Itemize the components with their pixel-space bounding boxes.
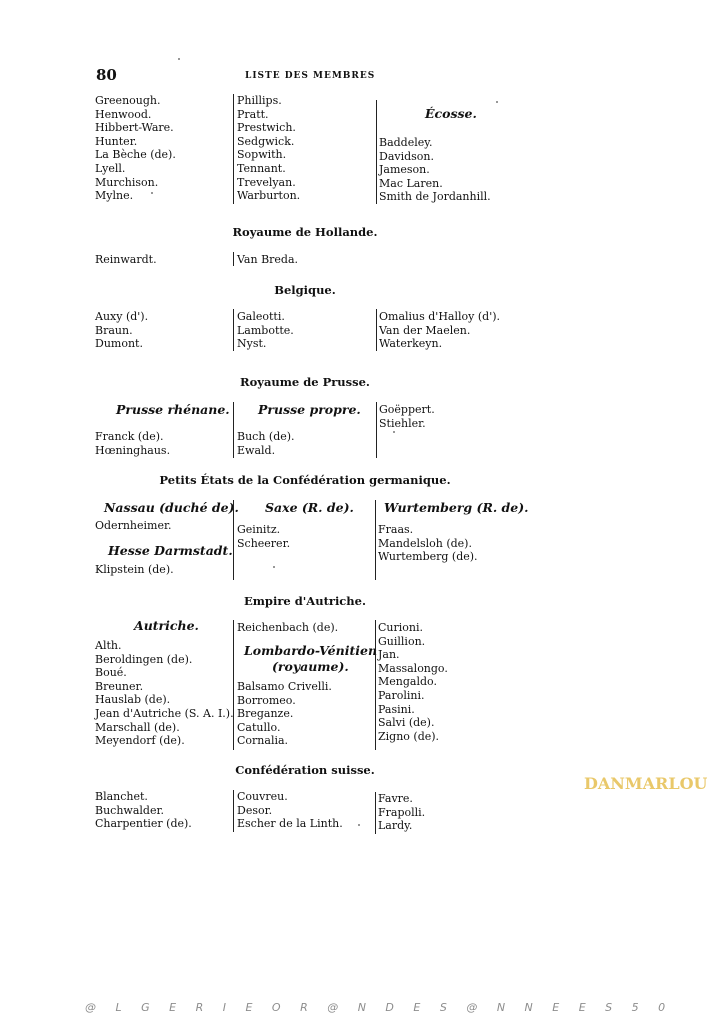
section-title-germanique: Petits États de la Confédération germanique.	[159, 473, 451, 487]
member-name: Davidson.	[379, 149, 434, 163]
suisse-col-3	[378, 792, 425, 833]
column-divider	[376, 309, 377, 351]
member-name: Curioni.	[378, 621, 423, 634]
member-name: Ewald.	[237, 443, 276, 457]
top-col-3	[379, 136, 491, 204]
member-name: Van der Maelen.	[379, 323, 471, 337]
member-name: Omalius d'Halloy (d').	[379, 310, 500, 323]
member-name: Breganze.	[237, 707, 294, 721]
member-name: Reichenbach (de).	[237, 621, 339, 634]
speck	[273, 566, 275, 568]
member-name: Catullo.	[237, 720, 281, 734]
prusse-rhenane-heading: Prusse rhénane.	[116, 402, 230, 417]
column-divider	[233, 500, 234, 580]
member-name: Smith de Jordanhill.	[379, 190, 491, 204]
autriche-heading: Autriche.	[134, 618, 199, 633]
member-name: Boué.	[95, 666, 127, 680]
member-name: Zigno (de).	[378, 729, 440, 743]
prusse-propre-heading: Prusse propre.	[258, 402, 361, 417]
member-name: Salvi (de).	[378, 716, 435, 730]
page-number: 80	[96, 66, 117, 84]
germanique-col-1b	[95, 563, 174, 577]
member-name: Franck (de).	[95, 430, 164, 443]
top-col-1	[95, 94, 176, 203]
member-name: Buchwalder.	[95, 803, 165, 817]
member-name: Henwood.	[95, 107, 152, 121]
member-name: Lardy.	[378, 819, 413, 833]
section-title-hollande: Royaume de Hollande.	[232, 225, 378, 239]
member-name: Sedgwick.	[237, 134, 295, 148]
member-name: Mengaldo.	[378, 675, 437, 689]
member-name: La Bèche (de).	[95, 148, 176, 162]
member-name: Jean d'Autriche (S. A. I.).	[95, 706, 234, 720]
speck	[393, 431, 395, 433]
germanique-col-1a	[95, 519, 172, 533]
member-name: Balsamo Crivelli.	[237, 680, 332, 693]
lombardo-heading: Lombardo-Vénitien	[244, 643, 378, 658]
member-name: Alth.	[95, 639, 122, 652]
member-name: Waterkeyn.	[379, 337, 443, 351]
member-name: Jan.	[378, 648, 400, 662]
member-name: Auxy (d').	[95, 310, 149, 323]
member-name: Jameson.	[379, 163, 430, 177]
member-name: Hunter.	[95, 134, 138, 148]
member-name: Frapolli.	[378, 805, 426, 819]
member-name: Lyell.	[95, 161, 126, 175]
section-title-belgique: Belgique.	[274, 283, 336, 297]
ecosse-heading: Écosse.	[425, 106, 477, 121]
member-name: Cornalia.	[237, 734, 289, 748]
speck	[178, 58, 180, 60]
hesse-heading: Hesse Darmstadt.	[108, 543, 233, 558]
section-title-suisse: Confédération suisse.	[235, 763, 375, 777]
member-name: Guillion.	[378, 634, 426, 648]
member-name: Favre.	[378, 792, 413, 805]
member-name: Greenough.	[95, 94, 161, 107]
nassau-heading: Nassau (duché de).	[104, 500, 239, 515]
hollande-col-2	[237, 253, 298, 267]
member-name: Charpentier (de).	[95, 817, 192, 831]
prusse-col-1	[95, 430, 170, 457]
top-col-2	[237, 94, 300, 203]
member-name: Warburton.	[237, 189, 301, 203]
member-name: Massalongo.	[378, 661, 448, 675]
speck	[358, 824, 360, 826]
belgique-col-1	[95, 310, 148, 351]
speck	[151, 192, 153, 194]
belgique-col-2	[237, 310, 294, 351]
member-name: Mandelsloh (de).	[378, 536, 472, 550]
section-title-autriche: Empire d'Autriche.	[244, 594, 366, 608]
member-name: Parolini.	[378, 688, 425, 702]
member-name: Tennant.	[237, 161, 286, 175]
column-divider	[233, 790, 234, 832]
member-name: Escher de la Linth.	[237, 817, 343, 831]
column-divider	[233, 309, 234, 351]
member-name: Buch (de).	[237, 430, 295, 443]
prusse-col-3	[379, 403, 435, 430]
autriche-col-1	[95, 639, 234, 748]
member-name: Reinwardt.	[95, 253, 157, 266]
member-name: Desor.	[237, 803, 273, 817]
member-name: Breuner.	[95, 679, 144, 693]
column-divider	[375, 620, 376, 750]
column-divider	[376, 100, 377, 204]
member-name: Goëppert.	[379, 403, 435, 416]
hollande-col-1	[95, 253, 157, 267]
member-name: Pratt.	[237, 107, 269, 121]
member-name: Hœninghaus.	[95, 443, 171, 457]
germanique-col-2	[237, 523, 290, 550]
section-title-prusse: Royaume de Prusse.	[240, 375, 370, 389]
germanique-col-3	[378, 523, 478, 564]
member-name: Braun.	[95, 323, 133, 337]
member-name: Dumont.	[95, 337, 143, 351]
member-name: Marschall (de).	[95, 720, 180, 734]
member-name: Meyendorf (de).	[95, 734, 185, 748]
belgique-col-3	[379, 310, 500, 351]
speck	[496, 101, 498, 103]
member-name: Wurtemberg (de).	[378, 550, 478, 564]
saxe-heading: Saxe (R. de).	[265, 500, 354, 515]
member-name: Baddeley.	[379, 136, 433, 149]
member-name: Van Breda.	[237, 253, 299, 266]
column-divider	[375, 500, 376, 580]
member-name: Galeotti.	[237, 310, 285, 323]
autriche-col-2b	[237, 680, 332, 748]
column-divider	[233, 620, 234, 750]
member-name: Borromeo.	[237, 693, 296, 707]
member-name: Sopwith.	[237, 148, 287, 162]
member-name: Trevelyan.	[237, 175, 296, 189]
column-divider	[375, 792, 376, 834]
member-name: Mylne.	[95, 189, 134, 203]
member-name: Pasini.	[378, 702, 415, 716]
column-divider	[376, 402, 377, 458]
member-name: Geinitz.	[237, 523, 281, 536]
watermark-vertical: DANMARLOU	[584, 774, 707, 793]
member-name: Scheerer.	[237, 536, 291, 550]
royaume-subheading: (royaume).	[272, 659, 349, 674]
member-name: Nyst.	[237, 337, 267, 351]
member-name: Mac Laren.	[379, 176, 443, 190]
member-name: Stiehler.	[379, 416, 426, 430]
member-name: Odernheimer.	[95, 519, 172, 532]
column-divider	[233, 402, 234, 458]
column-divider	[233, 252, 234, 266]
wurtemberg-heading: Wurtemberg (R. de).	[384, 500, 529, 515]
member-name: Lambotte.	[237, 323, 294, 337]
member-name: Hibbert-Ware.	[95, 121, 174, 135]
autriche-col-2a	[237, 621, 338, 635]
suisse-col-2	[237, 790, 343, 831]
member-name: Beroldingen (de).	[95, 652, 193, 666]
running-title: LISTE DES MEMBRES	[245, 71, 376, 81]
member-name: Klipstein (de).	[95, 563, 174, 576]
member-name: Murchison.	[95, 175, 159, 189]
member-name: Prestwich.	[237, 121, 296, 135]
member-name: Couvreu.	[237, 790, 288, 803]
footer-watermark: @ L G E R I E O R @ N D E S @ N N E E S 5 0	[85, 1001, 674, 1014]
column-divider	[233, 94, 234, 204]
member-name: Phillips.	[237, 94, 282, 107]
member-name: Hauslab (de).	[95, 693, 171, 707]
autriche-col-3	[378, 621, 448, 743]
prusse-col-2	[237, 430, 295, 457]
member-name: Blanchet.	[95, 790, 148, 803]
suisse-col-1	[95, 790, 192, 831]
member-name: Fraas.	[378, 523, 414, 536]
